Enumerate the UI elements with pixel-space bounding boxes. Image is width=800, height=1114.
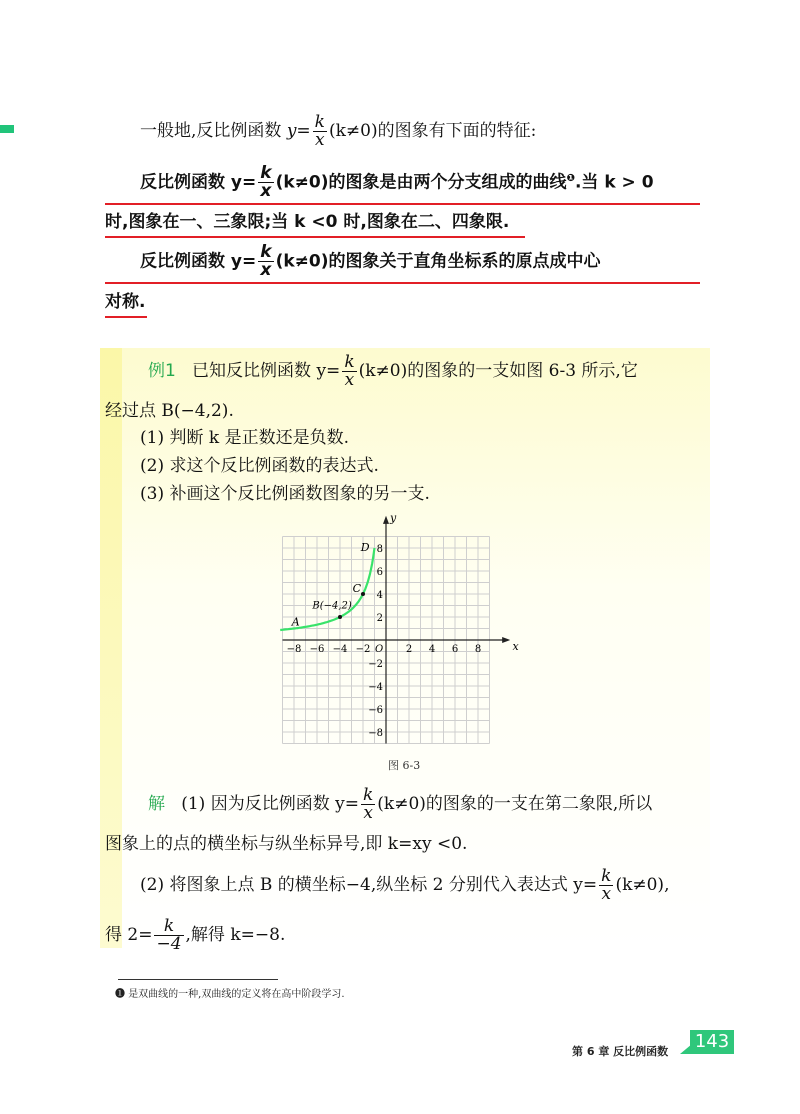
intro-frac-num: k	[314, 112, 325, 132]
y-tick-label: −2	[368, 659, 383, 670]
x-tick-label: 4	[428, 644, 436, 655]
x-axis-arrow	[502, 637, 510, 643]
footnote-rule	[118, 979, 278, 980]
intro-y: y=	[286, 121, 311, 141]
figure-6-3	[280, 515, 530, 755]
solution-line2: 图象上的点的横坐标与纵坐标异号,即 k=xy <0.	[105, 834, 468, 854]
y-tick-label: 4	[376, 590, 383, 601]
property2-frac-den: x	[260, 260, 272, 280]
property2-frac-num: k	[260, 242, 272, 262]
solution-fraction	[361, 787, 375, 822]
solution-line4	[105, 918, 700, 953]
underline-property2-b	[105, 316, 147, 318]
point-c	[361, 592, 365, 596]
margin-tab	[0, 125, 14, 133]
property2-line2: 对称.	[105, 292, 146, 312]
intro-text-after: (k≠0)的图象有下面的特征:	[328, 121, 537, 141]
solution-line4-fraction	[154, 918, 183, 953]
solution-frac-num: k	[362, 785, 374, 805]
intro-text: 一般地,反比例函数	[140, 121, 287, 141]
solution-line3-text-after: (k≠0),	[615, 875, 670, 895]
chapter-footer: 第 6 章 反比例函数	[572, 1045, 669, 1058]
point-d-label: D	[360, 541, 370, 554]
solution-text-after: (k≠0)的图象的一支在第二象限,所以	[377, 794, 653, 814]
point-c-label: C	[352, 582, 362, 595]
figure-caption: 图 6-3	[388, 759, 421, 772]
intro-frac-den: x	[315, 130, 325, 150]
solution-line4-frac-den: −4	[156, 934, 182, 954]
footnote-text: 是双曲线的一种,双曲线的定义将在高中阶段学习.	[128, 989, 345, 1000]
y-axis-arrow	[383, 516, 389, 524]
property2-fraction	[258, 244, 273, 279]
solution-frac-den: x	[363, 803, 373, 823]
underline-property1-b	[105, 236, 525, 238]
x-tick-label: −8	[286, 644, 302, 655]
property1-frac-num: k	[260, 163, 272, 184]
example-label: 例1	[148, 361, 176, 381]
x-tick-label: −2	[355, 644, 371, 655]
example-text-after: (k≠0)的图象的一支如图 6-3 所示,它	[358, 361, 638, 381]
example-line2: 经过点 B(−4,2).	[105, 401, 234, 421]
property1-line2: 时,图象在一、三象限;当 k <0 时,图象在二、四象限.	[105, 212, 510, 232]
property1-fraction	[258, 165, 273, 200]
underline-property2-a	[105, 282, 700, 284]
question-1: (1) 判断 k 是正数还是负数.	[140, 428, 349, 448]
page-number: 143	[694, 1031, 730, 1052]
property2-text-after: (k≠0)的图象关于直角坐标系的原点成中心	[275, 251, 601, 272]
x-tick-label: 6	[451, 644, 459, 655]
property2-text: 反比例函数 y=	[140, 251, 257, 272]
y-tick-label: 8	[376, 544, 383, 555]
footnote	[115, 985, 345, 1000]
question-3: (3) 补画这个反比例函数图象的另一支.	[140, 484, 430, 504]
y-axis-label: y	[390, 515, 397, 525]
property1-line1	[140, 164, 700, 200]
property1-text-after: (k≠0)的图象是由两个分支组成的曲线	[275, 172, 567, 193]
y-tick-label: 2	[376, 613, 383, 624]
underline-property1-a	[105, 203, 700, 205]
example-line1	[148, 354, 700, 389]
intro-fraction	[313, 114, 327, 149]
solution-line3-frac-num: k	[601, 866, 612, 886]
example-frac-num: k	[344, 352, 355, 372]
point-a-label: A	[291, 615, 300, 629]
example-text: 已知反比例函数 y=	[192, 361, 341, 381]
x-tick-label: 8	[474, 644, 482, 655]
solution-text: (1) 因为反比例函数 y=	[181, 794, 359, 814]
property1-frac-den: x	[260, 181, 272, 202]
solution-line3-text: (2) 将图象上点 B 的横坐标−4,纵坐标 2 分别代入表达式 y=	[140, 875, 598, 895]
example-fraction	[342, 354, 356, 389]
x-tick-label: −6	[309, 644, 325, 655]
y-tick-label: −6	[368, 705, 383, 716]
solution-line3	[140, 868, 700, 903]
x-tick-label: −4	[332, 644, 348, 655]
solution-line3-fraction	[599, 868, 613, 903]
solution-line4-text: 得 2=	[105, 925, 153, 945]
solution-line3-frac-den: x	[601, 884, 612, 904]
solution-label: 解	[148, 794, 165, 814]
example-frac-den: x	[344, 370, 355, 390]
x-tick-label: 2	[405, 644, 413, 655]
property2-line1	[140, 244, 700, 279]
y-tick-label: 6	[376, 567, 383, 578]
y-tick-label: −4	[368, 682, 383, 693]
question-2: (2) 求这个反比例函数的表达式.	[140, 456, 379, 476]
solution-line4-text-after: ,解得 k=−8.	[185, 925, 286, 945]
point-b	[338, 615, 342, 619]
solution-line4-frac-num: k	[154, 918, 183, 936]
footnote-mark: ❶	[115, 989, 125, 1000]
origin-label: O	[375, 644, 384, 655]
footnote-marker: ❶	[566, 173, 575, 184]
property1-text-end: .当 k > 0	[574, 172, 654, 193]
property1-text: 反比例函数 y=	[140, 172, 257, 193]
intro-line	[140, 114, 700, 149]
point-b-label: B(−4,2)	[312, 600, 352, 612]
solution-line1	[148, 787, 700, 822]
y-tick-label: −8	[368, 728, 383, 739]
x-axis-label: x	[512, 640, 519, 653]
